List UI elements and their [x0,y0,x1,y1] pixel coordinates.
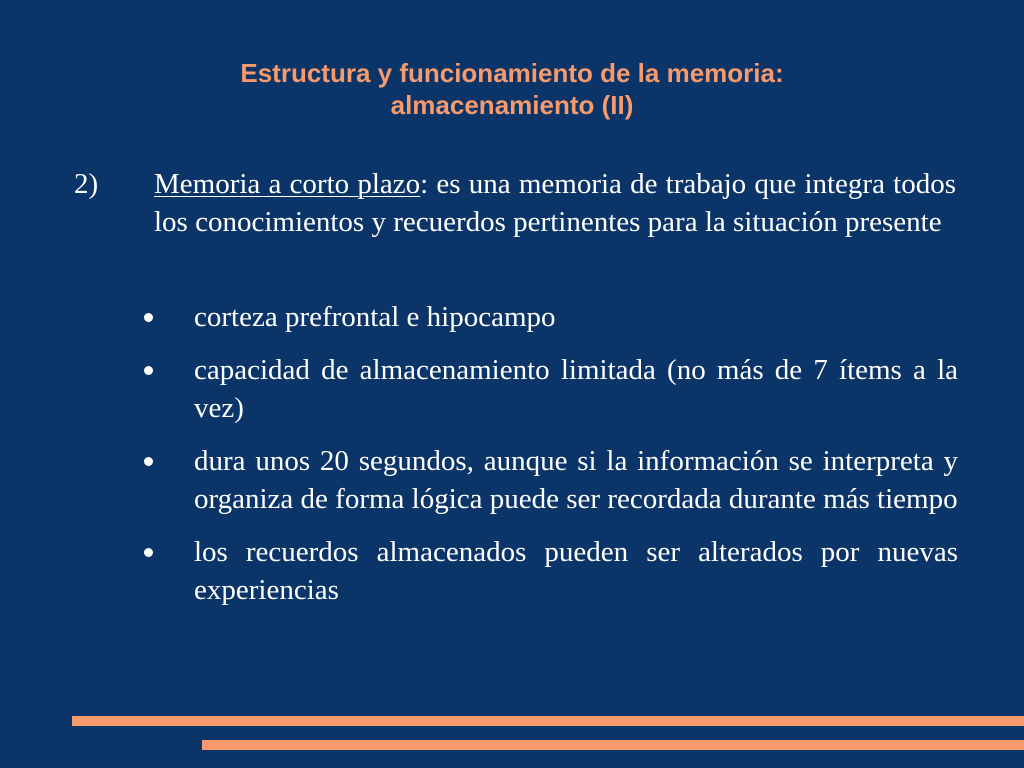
bullet-text: corteza prefrontal e hipocampo [194,301,556,333]
item-text: : es una memoria de trabajo que integra todos los conocimientos y recuerdos pertinentes para la situación presente [154,168,956,238]
bullet-text: los recuerdos almacenados pueden ser alterados por nuevas experiencias [194,536,958,606]
slide-title-line-2: almacenamiento (II) [390,90,634,120]
bullet-dot-icon [144,457,153,466]
bullet-item [142,533,958,609]
bullet-item [142,351,958,427]
bullet-text: dura unos 20 segundos, aunque si la información se interpreta y organiza de forma lógica puede ser recordada durante más tiempo [194,445,958,515]
bullet-item [142,298,958,336]
bullet-item [142,442,958,518]
item-term: Memoria a corto plazo [154,168,421,200]
bullet-list [142,298,958,624]
decorative-bar-bottom [202,740,1024,750]
item-number: 2) [74,168,99,200]
bullet-dot-icon [144,313,153,322]
bullet-dot-icon [144,548,153,557]
slide-title-line-1: Estructura y funcionamiento de la memoria: [240,58,784,88]
item-content [154,165,956,241]
bullet-dot-icon [144,366,153,375]
decorative-bar-top [72,716,1024,726]
bullet-text: capacidad de almacenamiento limitada (no más de 7 ítems a la vez) [194,354,958,424]
slide-title [0,57,1024,121]
